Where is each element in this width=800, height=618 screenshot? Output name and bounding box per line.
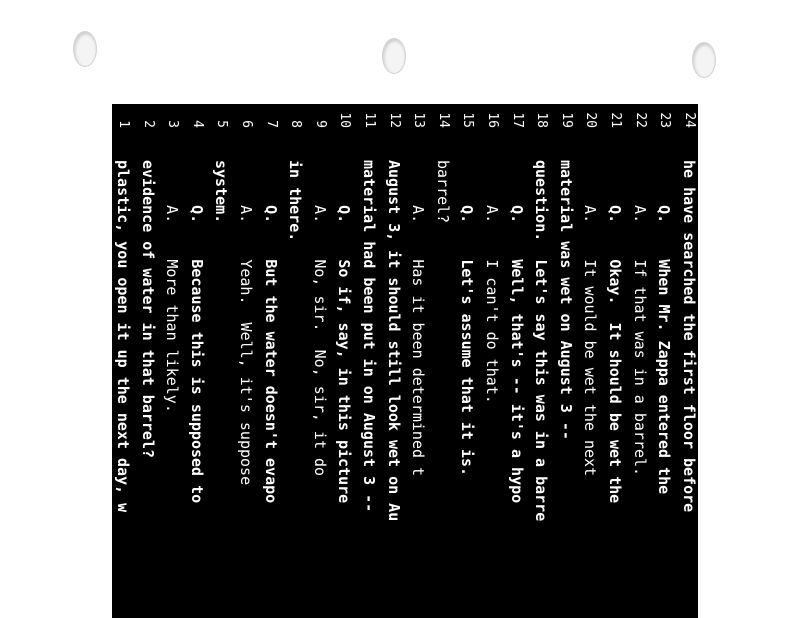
transcript-line (554, 104, 578, 618)
line-number: 9 (312, 120, 328, 128)
line-text: barrel? (433, 160, 452, 224)
line-text: question. Let's say this was in a barre (532, 160, 551, 522)
line-text: A. More than likely. (163, 160, 182, 413)
line-text: A. It would be wet the next (581, 160, 600, 477)
line-text: he have searched the first floor before (679, 160, 698, 513)
transcript-line (529, 104, 553, 618)
line-text: Q. But the water doesn't evapo (261, 160, 280, 504)
transcript-line (332, 104, 356, 618)
line-text: Q. Well, that's -- it's a hypo (507, 160, 526, 504)
line-number: 23 (657, 112, 673, 128)
line-number: 1 (116, 120, 131, 128)
transcript-line (234, 104, 258, 618)
line-text: A. Has it been determined t (409, 160, 428, 477)
transcript-line (185, 104, 209, 618)
transcript-line (112, 104, 135, 618)
line-number: 14 (435, 112, 451, 128)
line-text: Q. When Mr. Zappa entered the (655, 160, 674, 495)
line-number: 12 (386, 112, 402, 128)
line-text: material was wet on August 3 -- (556, 160, 575, 440)
line-text: Q. Okay. It should be wet the (606, 160, 624, 504)
line-text: A. Yeah. Well, it's suppose (237, 160, 255, 486)
line-number: 19 (558, 112, 574, 128)
line-number: 4 (189, 120, 205, 128)
transcript-line (209, 104, 233, 618)
transcript-line (382, 104, 406, 618)
line-number: 2 (140, 120, 156, 128)
line-number: 16 (485, 112, 500, 128)
binder-hole-center (382, 38, 406, 74)
line-text: A. I can't do that. (483, 160, 501, 404)
transcript-line (160, 104, 184, 618)
line-text: system. (212, 160, 231, 224)
line-text: evidence of water in that barrel? (138, 160, 157, 459)
transcript-line (578, 104, 602, 618)
transcript-line (480, 104, 504, 618)
line-text: A. No, sir. No, sir, it do (310, 160, 329, 477)
line-number: 22 (632, 112, 648, 128)
transcript-line (308, 104, 332, 618)
line-text: Q. So if, say, in this picture (335, 160, 354, 504)
transcript-line (455, 104, 479, 618)
binder-hole-right (692, 42, 716, 78)
transcript-line (283, 104, 307, 618)
line-number: 3 (165, 120, 181, 128)
line-number: 18 (534, 112, 550, 128)
line-text: in there. (286, 160, 305, 242)
line-text: Q. Let's assume that it is. (458, 160, 477, 477)
line-number: 11 (362, 112, 377, 128)
line-text: plastic, you open it up the next day, w (114, 160, 132, 513)
transcript-text-block (112, 104, 698, 618)
line-text: August 3, it should still look wet on Au (384, 160, 403, 522)
line-number: 10 (337, 112, 353, 128)
line-text: Q. Because this is supposed to (187, 160, 206, 504)
line-text: material had been put in on August 3 -- (360, 160, 378, 513)
line-number: 20 (583, 112, 599, 128)
transcript-line (505, 104, 529, 618)
transcript-line (259, 104, 283, 618)
line-text: A. If that was in a barrel. (630, 160, 649, 477)
transcript-line (136, 104, 160, 618)
line-number: 6 (239, 120, 254, 128)
line-number: 5 (214, 120, 230, 128)
transcript-page (112, 104, 698, 618)
binder-hole-left (73, 31, 97, 67)
line-number: 17 (509, 112, 525, 128)
transcript-line (603, 104, 627, 618)
line-number: 24 (681, 112, 697, 128)
transcript-line (357, 104, 381, 618)
line-number: 7 (263, 120, 279, 128)
line-number: 8 (288, 120, 304, 128)
line-number: 13 (411, 112, 427, 128)
transcript-line (628, 104, 652, 618)
transcript-line (406, 104, 430, 618)
line-number: 15 (460, 112, 476, 128)
transcript-line (431, 104, 455, 618)
line-number: 21 (608, 112, 623, 128)
transcript-line (652, 104, 676, 618)
transcript-line (677, 104, 698, 618)
